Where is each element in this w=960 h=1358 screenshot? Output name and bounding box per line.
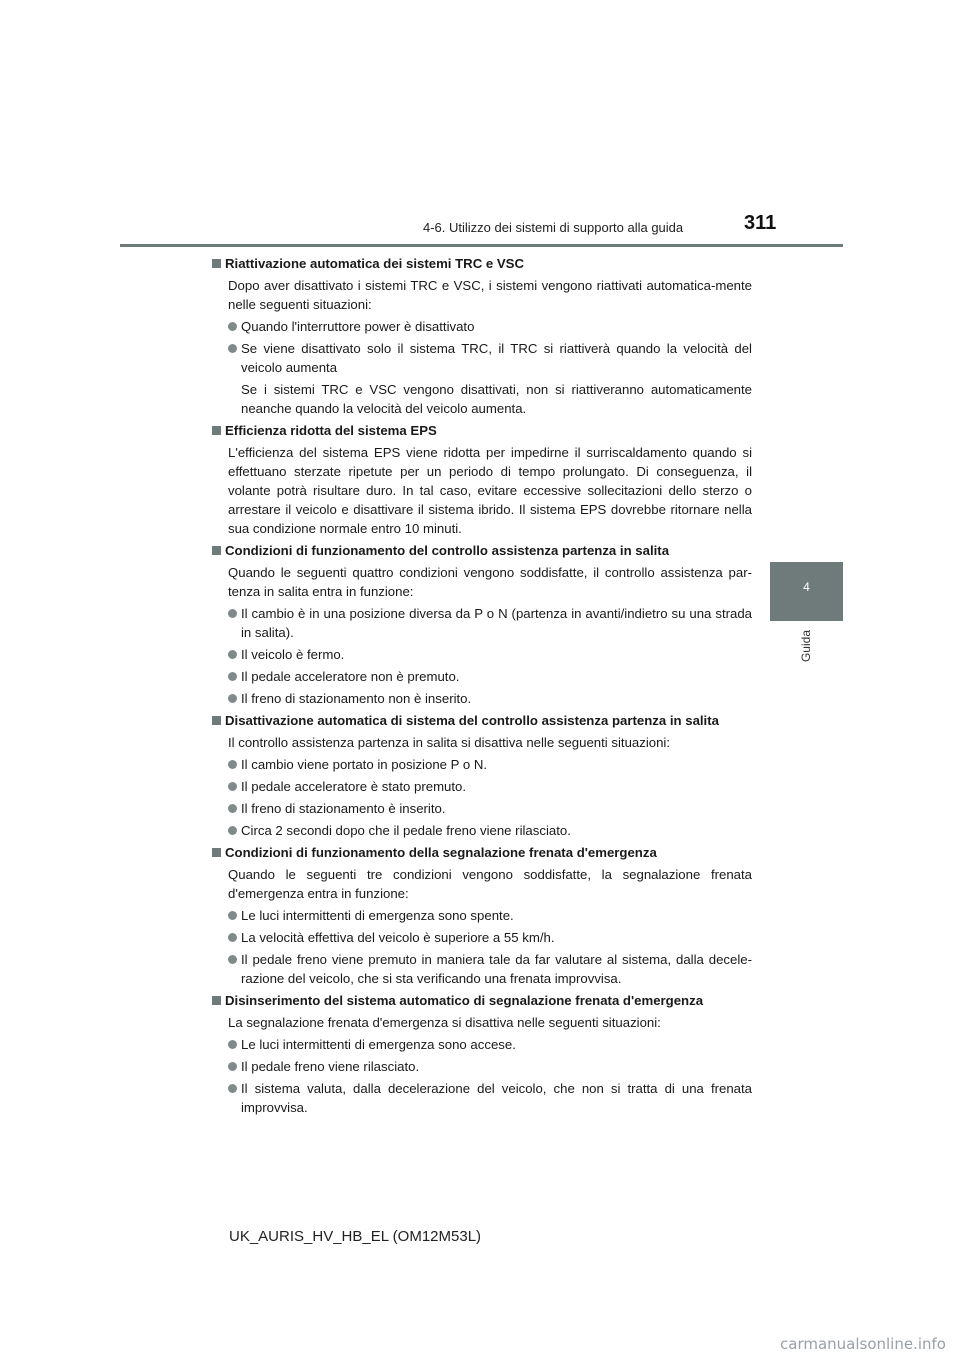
circle-bullet-icon <box>228 760 237 769</box>
list-item-text: Circa 2 secondi dopo che il pedale freno viene rilasciato. <box>241 823 571 838</box>
section-intro: Quando le seguenti quattro condizioni vengono soddisfatte, il controllo assistenza par-tenza in salita entra in funzione: <box>228 565 752 599</box>
section <box>212 843 752 988</box>
watermark: carmanualsonline.info <box>780 1335 946 1353</box>
list-item <box>228 950 752 988</box>
list-item-note: Se i sistemi TRC e VSC vengono disattivati, non si riattiveranno automaticamente neanche quando la velocità del veicolo aumenta. <box>241 382 752 416</box>
section-intro: L'efficienza del sistema EPS viene ridotta per impedirne il surriscaldamento quando si effettuano sterzate ripetute per un periodo di tempo prolungato. Di conseguenza, il volante potrà risultare duro. In tal caso, evitare eccessive sollecitazioni dello sterzo o arrestare il veicolo e disattivare il sistema ibrido. Il sistema EPS dovrebbe ritornare nella sua condizione normale entro 10 minuti. <box>228 445 752 536</box>
side-tab-label: Guida <box>799 630 813 663</box>
list-item-text: Il veicolo è fermo. <box>241 647 345 662</box>
circle-bullet-icon <box>228 322 237 331</box>
circle-bullet-icon <box>228 933 237 942</box>
circle-bullet-icon <box>228 1062 237 1071</box>
circle-bullet-icon <box>228 804 237 813</box>
list-item-text: Il pedale acceleratore è stato premuto. <box>241 779 467 794</box>
section <box>212 254 752 418</box>
list-item <box>228 799 752 818</box>
list-item <box>228 604 752 642</box>
list-item <box>228 1079 752 1117</box>
list-item <box>228 1057 752 1076</box>
square-bullet-icon <box>212 996 221 1005</box>
circle-bullet-icon <box>228 826 237 835</box>
square-bullet-icon <box>212 716 221 725</box>
list-item <box>228 339 752 377</box>
section-title-text: Efficienza ridotta del sistema EPS <box>225 423 437 438</box>
circle-bullet-icon <box>228 650 237 659</box>
circle-bullet-icon <box>228 1040 237 1049</box>
list-item-text: Il pedale acceleratore non è premuto. <box>241 669 460 684</box>
square-bullet-icon <box>212 848 221 857</box>
side-tab-number: 4 <box>803 580 810 594</box>
list-item-text: Il cambio viene portato in posizione P o N. <box>241 757 488 772</box>
section-intro: Dopo aver disattivato i sistemi TRC e VSC, i sistemi vengono riattivati automatica-mente nelle seguenti situazioni: <box>228 278 752 312</box>
list-item-text: Il cambio è in una posizione diversa da P o N (partenza in avanti/indietro su una strada in salita). <box>241 606 752 640</box>
square-bullet-icon <box>212 546 221 555</box>
list-item-text: Il pedale freno viene rilasciato. <box>241 1059 420 1074</box>
section-intro: Il controllo assistenza partenza in salita si disattiva nelle seguenti situazioni: <box>228 735 671 750</box>
circle-bullet-icon <box>228 344 237 353</box>
section <box>212 711 752 840</box>
section <box>212 991 752 1117</box>
side-tab <box>770 562 843 621</box>
section-title-text: Riattivazione automatica dei sistemi TRC e VSC <box>225 256 524 271</box>
header-rule <box>120 244 843 247</box>
section-title <box>212 843 752 862</box>
list-item <box>228 755 752 774</box>
circle-bullet-icon <box>228 911 237 920</box>
list-item-text: La velocità effettiva del veicolo è superiore a 55 km/h. <box>241 930 555 945</box>
circle-bullet-icon <box>228 672 237 681</box>
list-item-text: Il pedale freno viene premuto in maniera tale da far valutare al sistema, dalla decele-razione del veicolo, che si sta verificando una frenata improvvisa. <box>241 952 752 986</box>
list-item-text: Il freno di stazionamento è inserito. <box>241 801 446 816</box>
list-item <box>228 689 752 708</box>
list-item <box>228 667 752 686</box>
square-bullet-icon <box>212 259 221 268</box>
circle-bullet-icon <box>228 955 237 964</box>
section <box>212 541 752 708</box>
section-title <box>212 991 752 1010</box>
circle-bullet-icon <box>228 782 237 791</box>
list-item <box>228 1035 752 1054</box>
list-item-text: Il sistema valuta, dalla decelerazione del veicolo, che non si tratta di una frenata improvvisa. <box>241 1081 752 1115</box>
square-bullet-icon <box>212 426 221 435</box>
section-intro: Quando le seguenti tre condizioni vengono soddisfatte, la segnalazione frenata d'emergenza entra in funzione: <box>228 867 752 901</box>
section-title <box>212 541 752 560</box>
list-item-text: Se viene disattivato solo il sistema TRC, il TRC si riattiverà quando la velocità del veicolo aumenta <box>241 341 752 375</box>
section-title <box>212 421 752 440</box>
list-item <box>228 645 752 664</box>
list-item-text: Quando l'interruttore power è disattivato <box>241 319 475 334</box>
section-title-text: Disinserimento del sistema automatico di segnalazione frenata d'emergenza <box>225 993 704 1008</box>
header-title: 4-6. Utilizzo dei sistemi di supporto alla guida <box>423 220 684 235</box>
circle-bullet-icon <box>228 694 237 703</box>
section <box>212 421 752 538</box>
circle-bullet-icon <box>228 609 237 618</box>
list-item-text: Il freno di stazionamento non è inserito. <box>241 691 472 706</box>
page-number: 311 <box>744 212 777 234</box>
list-item <box>228 777 752 796</box>
section-intro: La segnalazione frenata d'emergenza si disattiva nelle seguenti situazioni: <box>228 1015 661 1030</box>
section-title-text: Condizioni di funzionamento della segnalazione frenata d'emergenza <box>225 845 657 860</box>
list-item-text: Le luci intermittenti di emergenza sono spente. <box>241 908 514 923</box>
section-title <box>212 711 752 730</box>
section-title-text: Disattivazione automatica di sistema del controllo assistenza partenza in salita <box>225 713 719 728</box>
list-item <box>228 928 752 947</box>
list-item <box>228 906 752 925</box>
list-item-text: Le luci intermittenti di emergenza sono accese. <box>241 1037 516 1052</box>
section-title <box>212 254 752 273</box>
section-title-text: Condizioni di funzionamento del controllo assistenza partenza in salita <box>225 543 670 558</box>
footer-code: UK_AURIS_HV_HB_EL (OM12M53L) <box>229 1228 482 1245</box>
circle-bullet-icon <box>228 1084 237 1093</box>
content <box>212 254 752 1120</box>
list-item <box>228 317 752 336</box>
list-item <box>228 821 752 840</box>
